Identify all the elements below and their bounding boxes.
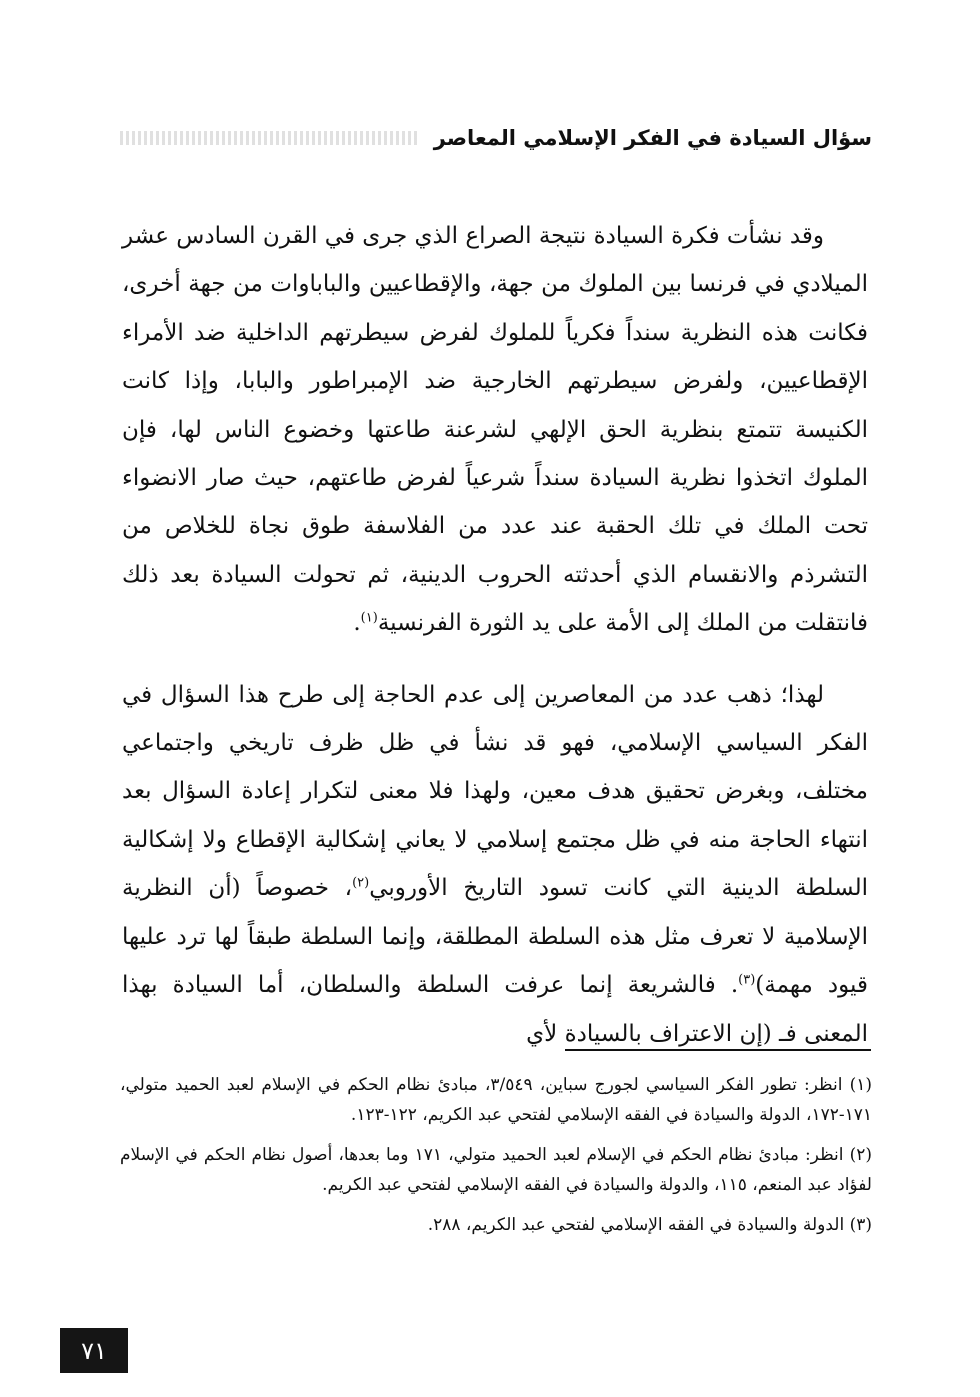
paragraph-1-end: . [353,610,361,637]
paragraph-2-text-c: . فالشريعة إنما عرفت السلطة والسلطان، أما السيادة بهذا المعنى فـ (إن الاعتراف بالسيادة لأي [122,972,868,1047]
footnote-1: (١) انظر: تطور الفكر السياسي لجورج سباين، ٣/٥٤٩، مبادئ نظام الحكم في الإسلام لعبد الحميد متولي، ١٧١-١٧٢، الدولة والسيادة في الفقه الإسلامي لفتحي عبد الكريم، ١٢٢-١٢٣. [120,1075,872,1125]
page-number [60,1328,128,1373]
footnote-ref-1: (١) [360,610,378,626]
running-head-ornament [120,131,420,145]
paragraph-1-text: وقد نشأت فكرة السيادة نتيجة الصراع الذي جرى في القرن السادس عشر الميلادي في فرنسا بين الملوك من جهة، والإقطاعيين والباباوات من جهة أخرى، فكانت هذه النظرية سنداً فكرياً للملوك لفرض سيطرتهم الداخلية ضد الأمراء الإقطاعيين، ولفرض سيطرتهم الخارجية ضد الإمبراطور والبابا، وإذا كانت الكنيسة تتمتع بنظرية الحق الإلهي لشرعنة طاعتها وخضوع الناس لها، فإن الملوك اتخذوا نظرية السيادة سنداً شرعياً لفرض طاعتهم، حيث صار الانضواء تحت الملك في تلك الحقبة عند عدد من الفلاسفة طوق نجاة للخلاص من التشرذم والانقسام الذي أحدثته الحروب الدينية، ثم تحولت السيادة بعد ذلك فانتقلت من الملك إلى الأمة على يد الثورة الفرنسية [122,223,868,637]
footnote-3: (٣) الدولة والسيادة في الفقه الإسلامي لفتحي عبد الكريم، ٢٨٨. [427,1215,872,1235]
running-head [120,118,872,158]
paragraph-2-text-b: ، خصوصاً (أن النظرية الإسلامية لا تعرف مثل هذه السلطة المطلقة، وإنما السلطة طبقاً لها ترد عليها قيود مهمة) [122,875,868,999]
main-text [122,212,868,1058]
book-title: سؤال السيادة في الفكر الإسلامي المعاصر [433,126,872,150]
footnote-2: (٢) انظر: مبادئ نظام الحكم في الإسلام لعبد الحميد متولي، ١٧١ وما بعدها، أصول نظام الحكم في الإسلام لفؤاد عبد المنعم، ١١٥، والدولة والسيادة في الفقه الإسلامي لفتحي عبد الكريم. [120,1145,872,1195]
footnote-ref-3: (٣) [738,972,756,988]
footnote-separator [565,1049,871,1051]
page-number-text: ٧١ [81,1336,107,1365]
footnotes [120,1070,872,1250]
paragraph-2 [122,671,868,1058]
paragraph-2-text-a: لهذا؛ ذهب عدد من المعاصرين إلى عدم الحاجة إلى طرح هذا السؤال في الفكر السياسي الإسلامي، فهو قد نشأ في ظل ظرف تاريخي واجتماعي مختلف، وبغرض تحقيق هدف معين، ولهذا فلا معنى لتكرار إعادة السؤال بعد انتهاء الحاجة منه في ظل مجتمع إسلامي لا يعاني إشكالية الإقطاع ولا إشكالية السلطة الدينية التي كانت تسود التاريخ الأوروبي [122,681,868,902]
paragraph-1 [122,212,868,648]
footnote-ref-2: (٢) [352,875,370,891]
